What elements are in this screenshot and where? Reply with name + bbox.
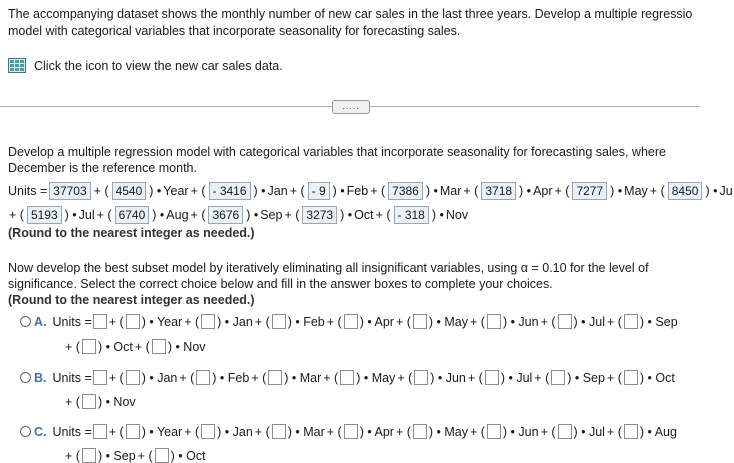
answer-box[interactable] — [126, 370, 140, 385]
answer-box[interactable] — [126, 314, 140, 329]
answer-box[interactable] — [558, 424, 572, 439]
answer-box[interactable] — [201, 314, 215, 329]
operator: + ( — [179, 370, 195, 385]
answer-box[interactable] — [82, 448, 96, 463]
operator: + ( — [534, 370, 550, 385]
term-oct: ) • Oct — [170, 448, 206, 463]
intro-line-1: The accompanying dataset shows the monthly number of new car sales in the last three years. Develop a multiple regressio — [8, 7, 693, 21]
answer-box[interactable] — [155, 448, 169, 463]
operator: + ( — [108, 370, 124, 385]
answer-box[interactable] — [551, 370, 565, 385]
operator: + ( — [470, 314, 485, 329]
nov-coef[interactable]: - 318 — [394, 206, 429, 224]
choice-0-row-1 — [20, 314, 679, 329]
answer-box[interactable] — [558, 314, 572, 329]
choice-lhs: Units = — [52, 424, 92, 439]
term-jun: ) • Jun — [430, 370, 466, 385]
answer-box[interactable] — [344, 314, 358, 329]
term-year: ) • Year — [141, 424, 183, 439]
answer-box[interactable] — [624, 314, 638, 329]
oct-coef[interactable]: 3273 — [302, 206, 337, 224]
choice-lhs: Units = — [52, 370, 92, 385]
term-mar: ) • Mar — [287, 424, 325, 439]
may-coef[interactable]: 7277 — [572, 182, 607, 200]
choice-1-row-2 — [64, 394, 137, 409]
answer-box[interactable] — [485, 370, 499, 385]
term-jan: Jan — [267, 184, 288, 198]
term-feb: Feb — [346, 184, 369, 198]
choice-lhs: Units = — [52, 314, 92, 329]
choice-2-row-1 — [20, 424, 678, 439]
equation-round-note: (Round to the nearest integer as needed.) — [8, 226, 255, 240]
operator: + ( — [65, 448, 80, 463]
term-jul: ) • Jul — [573, 314, 605, 329]
term-jul: Jul — [78, 208, 95, 222]
term-jun: ) • Jun — [502, 314, 539, 329]
operator: + ( — [606, 424, 622, 439]
operator: + ( — [137, 448, 153, 463]
choice-letter: C. — [34, 424, 47, 439]
term-jan: ) • Jan — [217, 424, 253, 439]
operator: + ( — [467, 370, 483, 385]
equation-lhs: Units = — [8, 184, 48, 198]
term-sep: ) • Sep — [567, 370, 605, 385]
term-jan: ) • Jan — [217, 314, 253, 329]
operator: + ( — [134, 339, 150, 354]
answer-box[interactable] — [93, 370, 107, 385]
term-apr: ) • Apr — [359, 314, 394, 329]
subset-instructions — [8, 260, 649, 308]
equation-row-1: Units = 37703 + ( 4540 ) • Year + ( - 3416 ) • Jan + ( - 9 ) • Feb + ( 7386 ) • Mar + ( 3718 ) • Apr + ( 7277 ) • May + ( 8450 ) • Ju — [8, 184, 733, 198]
operator: + ( — [108, 424, 124, 439]
term-may: ) • May — [428, 424, 468, 439]
sep-coef[interactable]: 3676 — [208, 206, 243, 224]
answer-box[interactable] — [93, 424, 107, 439]
term-apr: Apr — [533, 184, 553, 198]
answer-box[interactable] — [126, 424, 140, 439]
answer-box[interactable] — [196, 370, 210, 385]
term-mar: ) • Mar — [284, 370, 322, 385]
operator: + ( — [606, 314, 622, 329]
choice-1-row-1 — [20, 370, 676, 385]
year-coef[interactable]: 4540 — [112, 182, 147, 200]
operator: + ( — [540, 314, 556, 329]
answer-box[interactable] — [624, 370, 638, 385]
term-oct: ) • Oct — [639, 370, 675, 385]
term-jul: ) • Jul — [500, 370, 533, 385]
expand-more-button[interactable]: ..... — [332, 100, 370, 114]
term-apr: ) • Apr — [359, 424, 394, 439]
term-aug: ) • Aug — [639, 424, 677, 439]
term-sep: ) • Sep — [97, 448, 136, 463]
term-may: May — [624, 184, 648, 198]
answer-box[interactable] — [340, 370, 354, 385]
term-year: Year — [163, 184, 189, 198]
term-nov: ) • Nov — [167, 339, 206, 354]
table-grid-icon[interactable] — [8, 58, 26, 73]
answer-box[interactable] — [413, 314, 427, 329]
jan-coef[interactable]: - 3416 — [209, 182, 251, 200]
term-feb: ) • Feb — [212, 370, 250, 385]
operator: + ( — [397, 370, 413, 385]
operator: + ( — [251, 370, 267, 385]
operator: + ( — [395, 424, 411, 439]
choice-2-row-2 — [64, 448, 207, 463]
term-oct: ) • Oct — [97, 339, 133, 354]
intro-line-2: model with categorical variables that incorporate seasonality for forecasting sales. — [8, 24, 461, 38]
term-aug: Aug — [166, 208, 189, 222]
term-feb: ) • Feb — [287, 314, 325, 329]
answer-box[interactable] — [413, 424, 427, 439]
term-jul: ) • Jul — [573, 424, 605, 439]
subset-line-2: significance. Select the correct choice below and fill in the answer boxes to complete your choices. — [8, 277, 553, 291]
apr-coef[interactable]: 3718 — [481, 182, 516, 200]
answer-box[interactable] — [624, 424, 638, 439]
operator: + ( — [326, 314, 342, 329]
operator: + ( — [254, 314, 270, 329]
operator: + ( — [254, 424, 270, 439]
operator: + ( — [184, 424, 200, 439]
term-year: ) • Year — [141, 314, 183, 329]
operator: + ( — [469, 424, 485, 439]
operator: + ( — [606, 370, 622, 385]
operator: + ( — [540, 424, 556, 439]
term-jun: Ju — [719, 184, 733, 198]
mar-coef[interactable]: 7386 — [388, 182, 423, 200]
aug-coef[interactable]: 6740 — [115, 206, 150, 224]
term-may: ) • May — [428, 314, 468, 329]
choice-letter: B. — [34, 370, 47, 385]
answer-box[interactable] — [344, 424, 358, 439]
answer-box[interactable] — [487, 424, 501, 439]
intercept-value[interactable]: 37703 — [49, 182, 90, 200]
answer-box[interactable] — [272, 424, 286, 439]
operator: + ( — [395, 314, 411, 329]
answer-box[interactable] — [82, 339, 96, 354]
operator: + ( — [65, 394, 80, 409]
subset-line-1: Now develop the best subset model by iteratively eliminating all insignificant variables, using α = 0.10 for the level of — [8, 261, 649, 275]
term-sep: ) • Sep — [639, 314, 678, 329]
jul-coef[interactable]: 5193 — [27, 206, 62, 224]
intro-text — [8, 6, 692, 40]
answer-box[interactable] — [201, 424, 215, 439]
operator: + ( — [323, 370, 339, 385]
term-nov: Nov — [445, 208, 469, 222]
feb-coef[interactable]: - 9 — [308, 182, 330, 200]
data-link-row — [8, 58, 283, 73]
choice-0-row-2 — [64, 339, 207, 354]
answer-box[interactable] — [487, 314, 501, 329]
equation-row-2: + ( 5193 ) • Jul + ( 6740 ) • Aug + ( 3676 ) • Sep + ( 3273 ) • Oct + ( - 318 ) • Nov — [9, 208, 469, 222]
term-sep: Sep — [260, 208, 283, 222]
operator: + ( — [108, 314, 124, 329]
term-nov: ) • Nov — [97, 394, 136, 409]
term-may: ) • May — [356, 370, 396, 385]
term-mar: Mar — [439, 184, 462, 198]
choice-radio[interactable] — [20, 426, 31, 437]
subset-round-note: (Round to the nearest integer as needed.) — [8, 293, 255, 307]
develop-line-1: Develop a multiple regression model with categorical variables that incorporate seasonality for forecasting sales, where — [8, 145, 666, 159]
answer-box[interactable] — [414, 370, 428, 385]
answer-box[interactable] — [82, 394, 96, 409]
choice-letter: A. — [34, 314, 47, 329]
develop-line-2: December is the reference month. — [8, 161, 197, 175]
operator: + ( — [184, 314, 200, 329]
choice-radio[interactable] — [20, 372, 31, 383]
data-link-label: Click the icon to view the new car sales data. — [34, 58, 283, 73]
develop-instructions — [8, 144, 666, 176]
answer-box[interactable] — [93, 314, 107, 329]
jun-coef[interactable]: 8450 — [668, 182, 703, 200]
operator: + ( — [326, 424, 342, 439]
answer-box[interactable] — [152, 339, 166, 354]
answer-box[interactable] — [268, 370, 282, 385]
term-oct: Oct — [354, 208, 374, 222]
term-jun: ) • Jun — [502, 424, 539, 439]
operator: + ( — [65, 339, 80, 354]
answer-box[interactable] — [272, 314, 286, 329]
term-jan: ) • Jan — [141, 370, 178, 385]
choice-radio[interactable] — [20, 316, 31, 327]
